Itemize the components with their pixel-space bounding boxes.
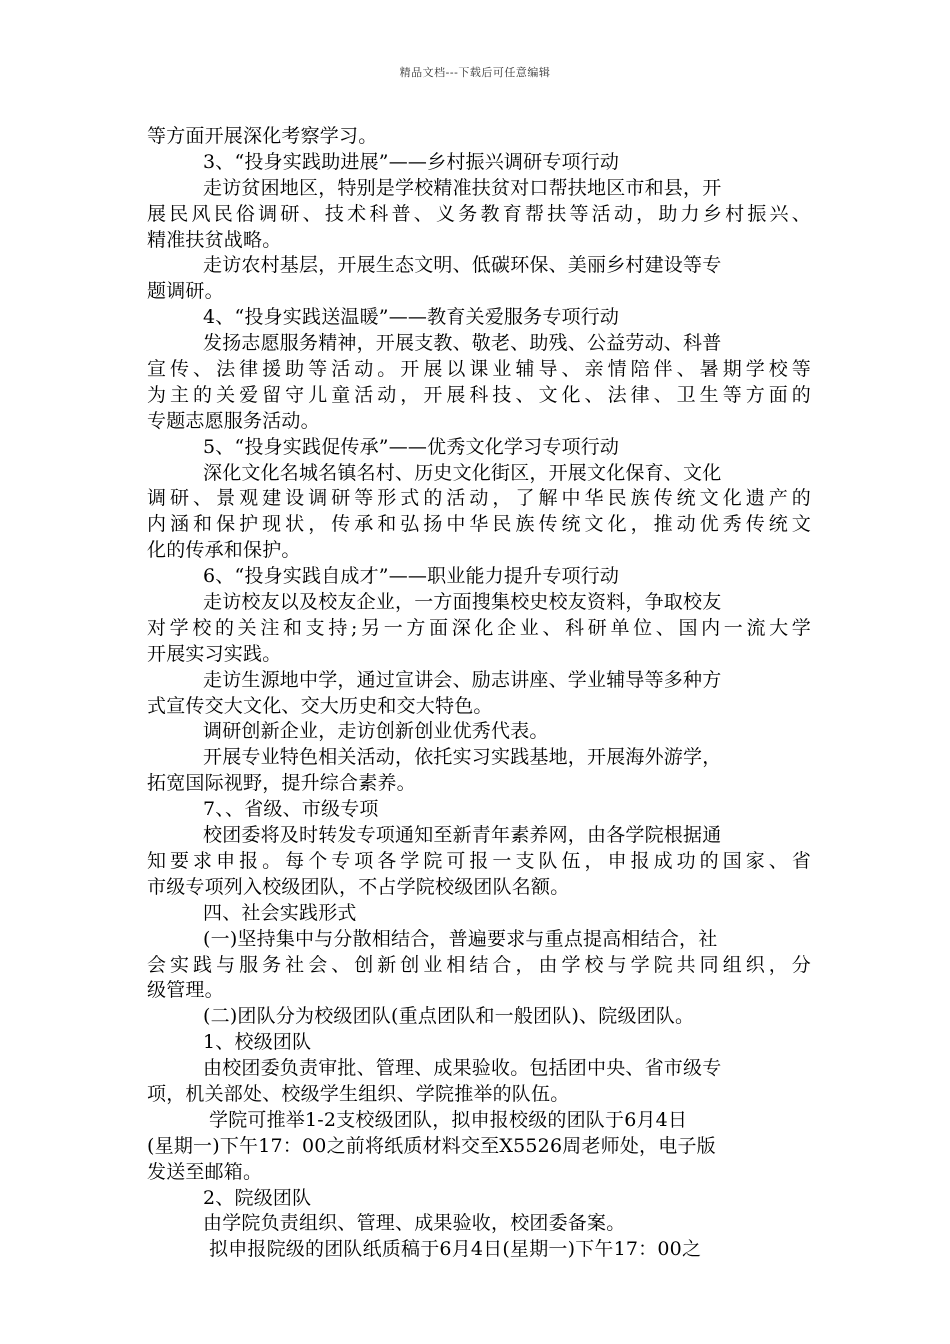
text-line: 宣传、法律援助等活动。开展以课业辅导、亲情陪伴、暑期学校等 bbox=[147, 358, 811, 381]
text-line: 为主的关爱留守儿童活动，开展科技、文化、法律、卫生等方面的 bbox=[147, 383, 811, 406]
text-line: 由学院负责组织、管理、成果验收，校团委备案。 bbox=[203, 1212, 626, 1235]
text-line: 对学校的关注和支持;另一方面深化企业、科研单位、国内一流大学 bbox=[147, 616, 811, 639]
text-line: 走访生源地中学，通过宣讲会、励志讲座、学业辅导等多种方 bbox=[203, 668, 722, 691]
text-line: 拟申报院级的团队纸质稿于6月4日(星期一)下午17：00之 bbox=[209, 1238, 702, 1261]
text-line: 2、院级团队 bbox=[203, 1186, 312, 1209]
text-line: 项，机关部处、校级学生组织、学院推举的队伍。 bbox=[147, 1082, 570, 1105]
text-line: 3、“投身实践助进展”——乡村振兴调研专项行动 bbox=[203, 150, 620, 173]
text-line: 市级专项列入校级团队，不占学院校级团队名额。 bbox=[147, 875, 570, 898]
text-line: 开展实习实践。 bbox=[147, 642, 282, 665]
text-line: 7、、省级、市级专项 bbox=[203, 798, 379, 821]
text-line: 由校团委负责审批、管理、成果验收。包括团中央、省市级专 bbox=[203, 1057, 722, 1080]
text-line: 深化文化名城名镇名村、历史文化街区，开展文化保育、文化 bbox=[203, 461, 722, 484]
text-line: 走访校友以及校友企业，一方面搜集校史校友资料，争取校友 bbox=[203, 591, 722, 614]
text-line: 内涵和保护现状，传承和弘扬中华民族传统文化，推动优秀传统文 bbox=[147, 513, 811, 536]
text-line: 专题志愿服务活动。 bbox=[147, 409, 320, 432]
text-line: 调研、景观建设调研等形式的活动，了解中华民族传统文化遗产的 bbox=[147, 487, 811, 510]
text-line: 学院可推举1-2支校级团队，拟申报校级的团队于6月4日 bbox=[209, 1108, 688, 1131]
text-line: 化的传承和保护。 bbox=[147, 539, 301, 562]
text-line: (二)团队分为校级团队(重点团队和一般团队)、院级团队。 bbox=[203, 1005, 695, 1028]
text-line: 展民风民俗调研、技术科普、义务教育帮扶等活动，助力乡村振兴、 bbox=[147, 202, 811, 225]
document-body bbox=[147, 124, 811, 1263]
page-header: 精品文档---下载后可任意编辑 bbox=[399, 66, 551, 79]
text-line: 题调研。 bbox=[147, 280, 224, 303]
text-line: 四、社会实践形式 bbox=[203, 901, 357, 924]
text-line: 式宣传交大文化、交大历史和交大特色。 bbox=[147, 694, 493, 717]
text-line: 4、“投身实践送温暖”——教育关爱服务专项行动 bbox=[203, 306, 620, 329]
text-line: 校团委将及时转发专项通知至新青年素养网，由各学院根据通 bbox=[203, 824, 722, 847]
text-line: 会实践与服务社会、创新创业相结合，由学校与学院共同组织，分 bbox=[147, 953, 811, 976]
text-line: 拓宽国际视野，提升综合素养。 bbox=[147, 772, 416, 795]
text-line: 精准扶贫战略。 bbox=[147, 228, 282, 251]
text-line: 级管理。 bbox=[147, 979, 224, 1002]
text-line: (星期一)下午17：00之前将纸质材料交至X5526周老师处，电子版 bbox=[147, 1134, 716, 1157]
text-line: 6、“投身实践自成才”——职业能力提升专项行动 bbox=[203, 565, 620, 588]
text-line: 调研创新企业，走访创新创业优秀代表。 bbox=[203, 720, 549, 743]
text-line: 走访贫困地区，特别是学校精准扶贫对口帮扶地区市和县，开 bbox=[203, 176, 722, 199]
text-line: 走访农村基层，开展生态文明、低碳环保、美丽乡村建设等专 bbox=[203, 254, 722, 277]
text-line: 等方面开展深化考察学习。 bbox=[147, 125, 378, 147]
text-line: 1、校级团队 bbox=[203, 1031, 312, 1054]
text-line: 发扬志愿服务精神，开展支教、敬老、助残、公益劳动、科普 bbox=[203, 332, 722, 355]
text-line: 知要求申报。每个专项各学院可报一支队伍，申报成功的国家、省 bbox=[147, 849, 811, 872]
text-line: 发送至邮箱。 bbox=[147, 1160, 263, 1183]
text-line: 5、“投身实践促传承”——优秀文化学习专项行动 bbox=[203, 435, 620, 458]
text-line: (一)坚持集中与分散相结合，普遍要求与重点提高相结合，社 bbox=[203, 927, 718, 950]
text-line: 开展专业特色相关活动，依托实习实践基地，开展海外游学， bbox=[203, 746, 722, 769]
